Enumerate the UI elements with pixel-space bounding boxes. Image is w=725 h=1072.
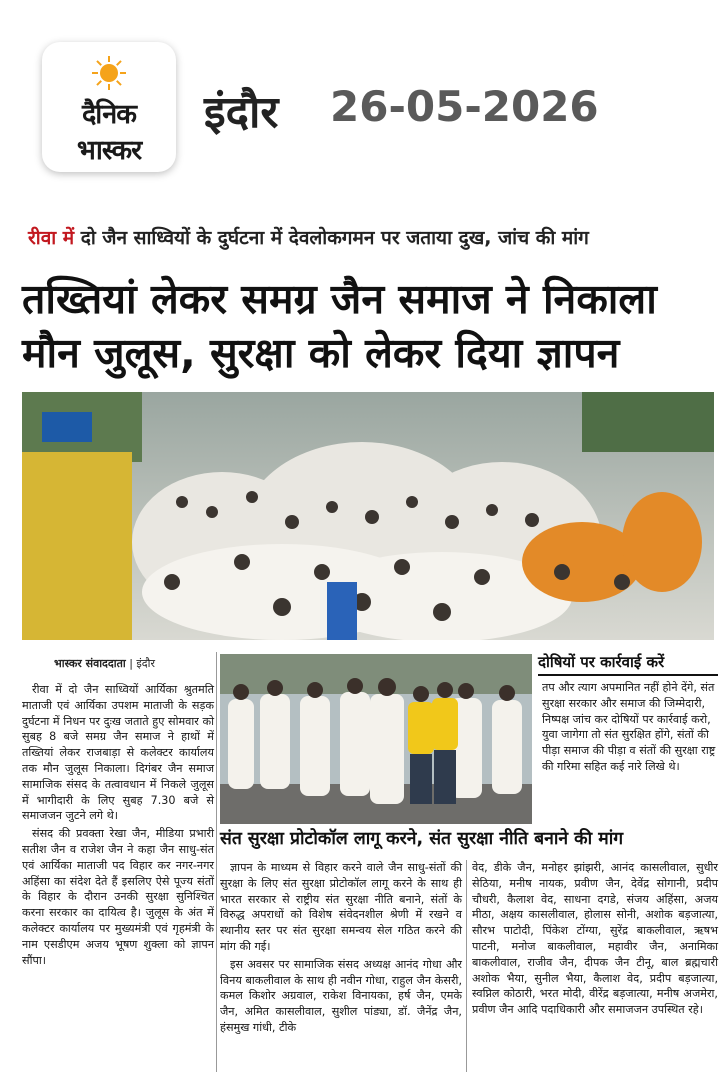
paragraph: रीवा में दो जैन साध्वियों आर्यिका श्रुतमति माताजी एवं आर्यिका उपशम माताजी के सड़क दुर्घटना में निधन पर दुःख जताते हुए सोमवार को सुबह 8 बजे समग्र जैन समाज ने हाथों में तख्तियां लेकर राजबाड़ा से कलेक्टर कार्यालय तक मौन जुलूस निकाला। दिगंबर जैन समाज सामाजिक संसद के तत्वावधान में निकले जुलूस में भागीदारी के लिए सुबह 7.30 बजे से समाजजन जुटने लगे थे। bbox=[22, 683, 214, 823]
article-kicker bbox=[28, 224, 718, 250]
kicker-text: दो जैन साध्वियों के दुर्घटना में देवलोकगमन पर जताया दुख, जांच की मांग bbox=[74, 227, 589, 249]
subheading-demand: संत सुरक्षा प्रोटोकॉल लागू करने, संत सुरक्षा नीति बनाने की मांग bbox=[220, 829, 624, 849]
kicker-place: रीवा में bbox=[28, 227, 75, 249]
leaders-photo bbox=[220, 654, 532, 824]
procession-photo bbox=[22, 392, 714, 640]
edition-date: 26-05-2026 bbox=[330, 82, 599, 131]
column-divider bbox=[466, 860, 467, 1072]
paragraph: संसद की प्रवक्ता रेखा जैन, मीडिया प्रभारी सतीश जैन व राजेश जैन ने कहा जैन साधु-संत एवं आर्यिका माताजी पद विहार कर नगर-नगर अहिंसा का संदेश देते हैं इसलिए ऐसे पूज्य संतों के विहार के दौरान उनकी सुरक्षा सुनिश्चित करना सरकार का दायित्व है। जुलूस के अंत में कलेक्टर कार्यालय पर मुख्यमंत्री एवं गृहमंत्री के नाम एसडीएम अजय भूषण शुक्ला को ज्ञापन सौंपा। bbox=[22, 827, 214, 967]
paragraph: तप और त्याग अपमानित नहीं होने देंगे, संत सुरक्षा सरकार और समाज की जिम्मेदारी, निष्पक्ष जांच कर दोषियों पर कार्रवाई करो, युवा जागेगा तो संत सुरक्षित होंगे, संतों की पीड़ा समाज की पीड़ा व संतों की सुरक्षा राष्ट्र की गरिमा सहित कई नारे लिखे थे। bbox=[542, 681, 716, 773]
article-headline: तख्तियां लेकर समग्र जैन समाज ने निकाला मौन जुलूस, सुरक्षा को लेकर दिया ज्ञापन bbox=[22, 275, 657, 377]
subheading-action: दोषियों पर कार्रवाई करें bbox=[538, 652, 718, 676]
article-column-right: वेद, डीके जैन, मनोहर झांझरी, आनंद कासलीवाल, सुधीर सेठिया, मनीष नायक, प्रवीण जैन, देवेंद्र सोगानी, प्रदीप चौधरी, कैलाश वेद, साधना दगडे, संजय अहिंसा, अजय मीठा, अक्षय कासलीवाल, होलास सोनी, अशोक बड़जात्या, सौरभ पाटोदी, पिंकेश टोंग्या, सुरेंद्र बाकलीवाल, ऋषभ पाटनी, मनोज बाकलीवाल, महावीर जैन, अनामिका बाकलीवाल, राजीव जैन, दीपक जैन टीनू, बाल ब्रह्मचारी अशोक भैया, सुनील भैया, कैलाश वेद, प्रदीप बड़जात्या, स्वप्निल कोठारी, भरत मोदी, वीरेंद्र बड़जात्या, मनीष अजमेरा, प्रवीण जैन आदि पदाधिकारी और समाजजन उपस्थित रहे। bbox=[472, 861, 718, 1017]
logo-line-1: दैनिक bbox=[81, 99, 137, 130]
article-column-middle bbox=[220, 860, 462, 1038]
paragraph: ज्ञापन के माध्यम से विहार करने वाले जैन साधु-संतों की सुरक्षा के लिए संत सुरक्षा प्रोटोकॉल लागू करने के साथ ही भारत सरकार से राष्ट्रीय संत सुरक्षा नीति बनाने, संतों के विरुद्ध अपराधों को विशेष संवेदनशील श्रेणी में रखने व स्थानीय स्तर पर संत सुरक्षा समन्वय सेल गठित करने की मांग की गई। bbox=[220, 861, 462, 953]
paragraph: इस अवसर पर सामाजिक संसद अध्यक्ष आनंद गोधा और विनय बाकलीवाल के साथ ही नवीन गोधा, राहुल जैन केसरी, कमल किशोर अग्रवाल, राकेश विनायका, हर्ष जैन, एमके जैन, अमित कासलीवाल, सुशील पांड्या, डॉ. जैनेंद्र जैन, हंसमुख गांधी, टीके bbox=[220, 957, 462, 1034]
edition-city: इंदौर bbox=[204, 87, 279, 138]
sun-icon bbox=[92, 56, 126, 90]
procession-photo-graphic bbox=[22, 392, 714, 640]
byline-source: भास्कर संवाददाता bbox=[54, 657, 126, 670]
leaders-photo-graphic bbox=[220, 654, 532, 824]
news-article bbox=[14, 224, 718, 1072]
masthead bbox=[0, 0, 725, 200]
article-column-left bbox=[22, 682, 214, 970]
byline: भास्कर संवाददाता | इंदौर bbox=[54, 657, 155, 670]
column-divider bbox=[216, 652, 217, 1072]
newspaper-logo bbox=[42, 42, 176, 172]
byline-city: इंदौर bbox=[136, 657, 155, 670]
logo-line-2: भास्कर bbox=[76, 135, 142, 166]
